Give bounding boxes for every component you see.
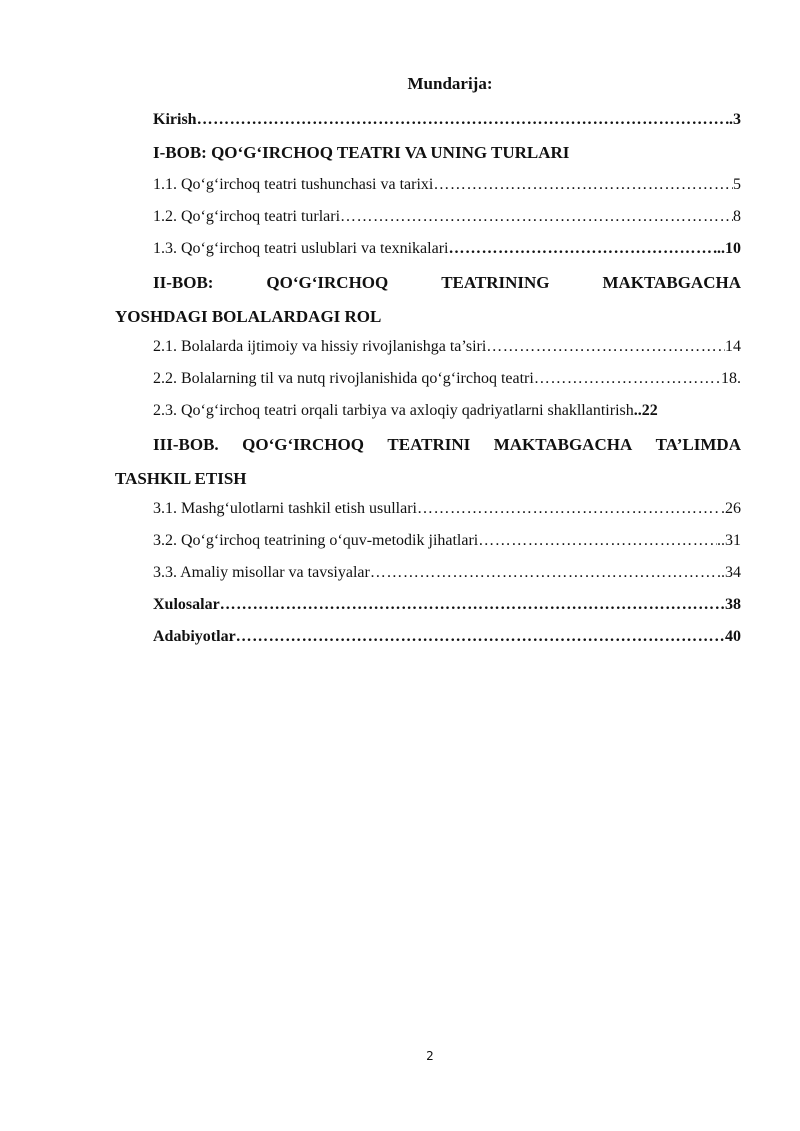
entry-page: ..10 xyxy=(717,240,741,257)
leader-dots xyxy=(433,174,733,196)
leader-dots xyxy=(448,238,717,260)
toc-entry-1-2[interactable] xyxy=(153,206,741,228)
entry-page: 8 xyxy=(733,208,741,225)
toc-chapter-1[interactable] xyxy=(153,142,741,164)
entry-page: ..22 xyxy=(633,402,658,419)
chapter-word: MAKTABGACHA xyxy=(493,435,633,454)
entry-label: 3.3. Amaliy misollar va tavsiyalar xyxy=(153,564,370,581)
leader-dots xyxy=(236,626,725,648)
leader-dots xyxy=(486,336,725,358)
toc-entry-2-3[interactable] xyxy=(153,400,741,422)
toc-entry-1-3[interactable] xyxy=(153,238,741,260)
leader-dots xyxy=(220,594,725,616)
toc-entry-2-2[interactable] xyxy=(153,368,741,390)
chapter-title: I-BOB: QO‘G‘IRCHOQ TEATRI VA UNING TURLARI xyxy=(153,143,570,162)
toc-entry-3-2[interactable] xyxy=(153,530,741,552)
leader-dots xyxy=(197,109,729,131)
toc-entry-intro[interactable] xyxy=(153,109,741,131)
toc-entry-3-1[interactable] xyxy=(153,498,741,520)
leader-dots xyxy=(478,530,717,552)
toc-entry-3-3[interactable] xyxy=(153,562,741,584)
chapter-title-line2: YOSHDAGI BOLALARDAGI ROL xyxy=(115,307,382,326)
entry-page: ..31 xyxy=(717,532,741,549)
chapter-title-line2: TASHKIL ETISH xyxy=(115,469,247,488)
chapter-word: TEATRINI xyxy=(387,435,471,454)
toc-entry-2-1[interactable] xyxy=(153,336,741,358)
chapter-word: TEATRINING xyxy=(441,273,550,292)
entry-page: 18. xyxy=(721,370,741,387)
entry-page: 14 xyxy=(725,338,741,355)
leader-dots xyxy=(417,498,721,520)
entry-label: 2.2. Bolalarning til va nutq rivojlanishida qo‘g‘irchoq teatri xyxy=(153,370,534,387)
chapter-word: MAKTABGACHA xyxy=(602,273,741,292)
entry-label: 3.1. Mashg‘ulotlarni tashkil etish usullari xyxy=(153,500,417,517)
entry-page: ..34 xyxy=(717,564,741,581)
entry-page: 40 xyxy=(725,628,741,645)
entry-label: 1.2. Qo‘g‘irchoq teatri turlari xyxy=(153,208,341,225)
leader-dots xyxy=(340,206,733,228)
toc-chapter-3[interactable] xyxy=(115,428,741,496)
toc-chapter-2[interactable] xyxy=(115,266,741,334)
chapter-word: QO‘G‘IRCHOQ xyxy=(242,435,364,454)
page-number: 2 xyxy=(426,1049,434,1063)
chapter-word: TA’LIMDA xyxy=(655,435,741,454)
chapter-title-line1 xyxy=(115,428,741,462)
entry-label: 2.3. Qo‘g‘irchoq teatri orqali tarbiya va axloqiy qadriyatlarni shakllantirish xyxy=(153,402,634,419)
entry-label: Xulosalar xyxy=(153,596,220,613)
toc-entry-conclusions[interactable] xyxy=(153,594,741,616)
chapter-word: III-BOB. xyxy=(153,435,219,454)
entry-page: 5 xyxy=(733,176,741,193)
entry-page: .3 xyxy=(729,111,741,128)
entry-label: 3.2. Qo‘g‘irchoq teatrining o‘quv-metodik jihatlari xyxy=(153,532,479,549)
entry-label: 2.1. Bolalarda ijtimoiy va hissiy rivojlanishga ta’siri xyxy=(153,338,487,355)
leader-dots xyxy=(370,562,717,584)
leader-dots xyxy=(534,368,721,390)
entry-label: Kirish xyxy=(153,111,197,128)
entry-label: 1.3. Qo‘g‘irchoq teatri uslublari va texnikalari xyxy=(153,240,449,257)
toc-entry-references[interactable] xyxy=(153,626,741,648)
chapter-word: II-BOB: xyxy=(153,273,214,292)
entry-page: 38 xyxy=(725,596,741,613)
entry-label: Adabiyotlar xyxy=(153,628,236,645)
chapter-word: QO‘G‘IRCHOQ xyxy=(266,273,389,292)
toc-heading: Mundarija: xyxy=(407,74,493,93)
chapter-title-line1 xyxy=(115,266,741,300)
toc-entry-1-1[interactable] xyxy=(153,174,741,196)
entry-label: 1.1. Qo‘g‘irchoq teatri tushunchasi va tarixi xyxy=(153,176,434,193)
entry-page: .26 xyxy=(721,500,741,517)
